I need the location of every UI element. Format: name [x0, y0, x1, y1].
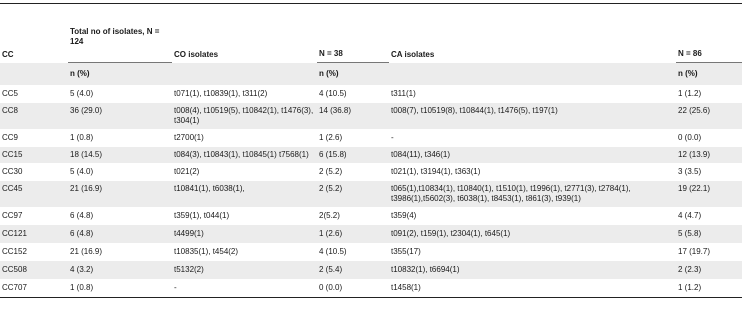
subheader-row	[0, 63, 742, 86]
cell-ca-n: 22 (25.6)	[678, 106, 711, 115]
cell-ca-n: 1 (1.2)	[678, 89, 702, 98]
cell-co-n: 14 (36.8)	[319, 106, 352, 115]
cell-total: 1 (0.8)	[70, 133, 94, 142]
cell-cc: CC5	[2, 89, 19, 98]
cell-total: 36 (29.0)	[70, 106, 103, 115]
table-row	[0, 279, 742, 297]
cell-co-n: 4 (10.5)	[319, 89, 347, 98]
cell-total: 6 (4.8)	[70, 211, 94, 220]
table-row	[0, 261, 742, 279]
header-cc: CC	[2, 49, 14, 59]
subheader-ca-unit: n (%)	[676, 63, 742, 86]
top-rule	[0, 3, 742, 4]
cell-total: 6 (4.8)	[70, 229, 94, 238]
subheader-blank	[0, 63, 68, 86]
cc-distribution-table	[0, 27, 742, 297]
cell-co-isolates: -	[174, 283, 177, 292]
cell-co-n: 1 (2.6)	[319, 133, 343, 142]
table-row	[0, 181, 742, 207]
cell-co-isolates: t4499(1)	[174, 229, 204, 238]
cell-ca-isolates: t008(7), t10519(8), t10844(1), t1476(5), t197(1)	[391, 106, 558, 115]
cell-ca-isolates: t1458(1)	[391, 283, 421, 292]
header-ca-isolates: CA isolates	[391, 49, 435, 59]
subheader-co-unit: n (%)	[317, 63, 389, 86]
cell-ca-n: 0 (0.0)	[678, 133, 702, 142]
table-row	[0, 85, 742, 103]
cell-ca-n: 19 (22.1)	[678, 184, 711, 193]
cell-ca-n: 17 (19.7)	[678, 247, 711, 256]
cell-ca-isolates: t084(11), t346(1)	[391, 150, 450, 159]
cell-cc: CC15	[2, 150, 23, 159]
cell-co-isolates: t5132(2)	[174, 265, 204, 274]
cell-ca-n: 2 (2.3)	[678, 265, 702, 274]
cell-co-n: 4 (10.5)	[319, 247, 347, 256]
table-row	[0, 243, 742, 261]
cell-total: 5 (4.0)	[70, 167, 94, 176]
cell-co-n: 2 (5.4)	[319, 265, 343, 274]
bottom-rule	[0, 297, 742, 298]
cell-ca-isolates: t10832(1), t6694(1)	[391, 265, 460, 274]
cell-co-n: 1 (2.6)	[319, 229, 343, 238]
cell-total: 4 (3.2)	[70, 265, 94, 274]
cell-co-isolates: t10841(1), t6038(1),	[174, 184, 245, 193]
cell-co-n: 2(5.2)	[319, 211, 340, 220]
table-row	[0, 147, 742, 163]
cell-co-isolates: t084(3), t10843(1), t10845(1) t7568(1)	[174, 150, 309, 159]
cell-co-isolates: t071(1), t10839(1), t311(2)	[174, 89, 268, 98]
cell-cc: CC8	[2, 106, 19, 115]
header-row	[0, 27, 742, 63]
cell-ca-isolates: t091(2), t159(1), t2304(1), t645(1)	[391, 229, 511, 238]
table-row	[0, 207, 742, 225]
cell-cc: CC45	[2, 184, 23, 193]
subheader-blank	[389, 63, 676, 86]
cell-ca-isolates: t021(1), t3194(1), t363(1)	[391, 167, 481, 176]
subheader-blank	[172, 63, 317, 86]
cell-co-isolates: t10835(1), t454(2)	[174, 247, 239, 256]
cell-cc: CC121	[2, 229, 27, 238]
cell-ca-n: 5 (5.8)	[678, 229, 702, 238]
cell-co-n: 2 (5.2)	[319, 184, 343, 193]
cell-cc: CC30	[2, 167, 23, 176]
subheader-total-unit: n (%)	[68, 63, 172, 86]
cell-cc: CC97	[2, 211, 23, 220]
cell-co-isolates: t359(1), t044(1)	[174, 211, 230, 220]
table-row	[0, 103, 742, 129]
cell-ca-isolates: t311(1)	[391, 89, 416, 98]
cell-total: 18 (14.5)	[70, 150, 103, 159]
table-row	[0, 225, 742, 243]
cell-co-isolates: t008(4), t10519(5), t10842(1), t1476(3), t304(1)	[174, 106, 314, 125]
cell-ca-n: 4 (4.7)	[678, 211, 702, 220]
header-co-n: N = 38	[319, 49, 343, 58]
cell-ca-n: 12 (13.9)	[678, 150, 711, 159]
cell-cc: CC152	[2, 247, 27, 256]
cell-total: 5 (4.0)	[70, 89, 94, 98]
cell-ca-n: 3 (3.5)	[678, 167, 702, 176]
cell-co-n: 6 (15.8)	[319, 150, 347, 159]
cell-ca-isolates: t065(1),t10834(1), t10840(1), t1510(1), t1996(1), t2771(3), t2784(1), t3986(1),t5602(3), t6038(1), t8453(1), t861(3), t939(1)	[391, 184, 631, 203]
cell-co-n: 0 (0.0)	[319, 283, 343, 292]
header-ca-n: N = 86	[678, 49, 702, 58]
cell-total: 21 (16.9)	[70, 184, 103, 193]
table-row	[0, 163, 742, 181]
cell-cc: CC508	[2, 265, 27, 274]
cell-cc: CC707	[2, 283, 27, 292]
cell-total: 21 (16.9)	[70, 247, 103, 256]
cell-cc: CC9	[2, 133, 19, 142]
cell-ca-n: 1 (1.2)	[678, 283, 702, 292]
cell-ca-isolates: t359(4)	[391, 211, 417, 220]
table-body	[0, 85, 742, 297]
cell-co-n: 2 (5.2)	[319, 167, 343, 176]
cell-ca-isolates: -	[391, 133, 394, 142]
cell-co-isolates: t021(2)	[174, 167, 200, 176]
cell-ca-isolates: t355(17)	[391, 247, 421, 256]
header-co-isolates: CO isolates	[174, 49, 219, 59]
cell-total: 1 (0.8)	[70, 283, 94, 292]
header-total: Total no of isolates, N = 124	[70, 27, 160, 46]
cell-co-isolates: t2700(1)	[174, 133, 204, 142]
table-row	[0, 129, 742, 147]
